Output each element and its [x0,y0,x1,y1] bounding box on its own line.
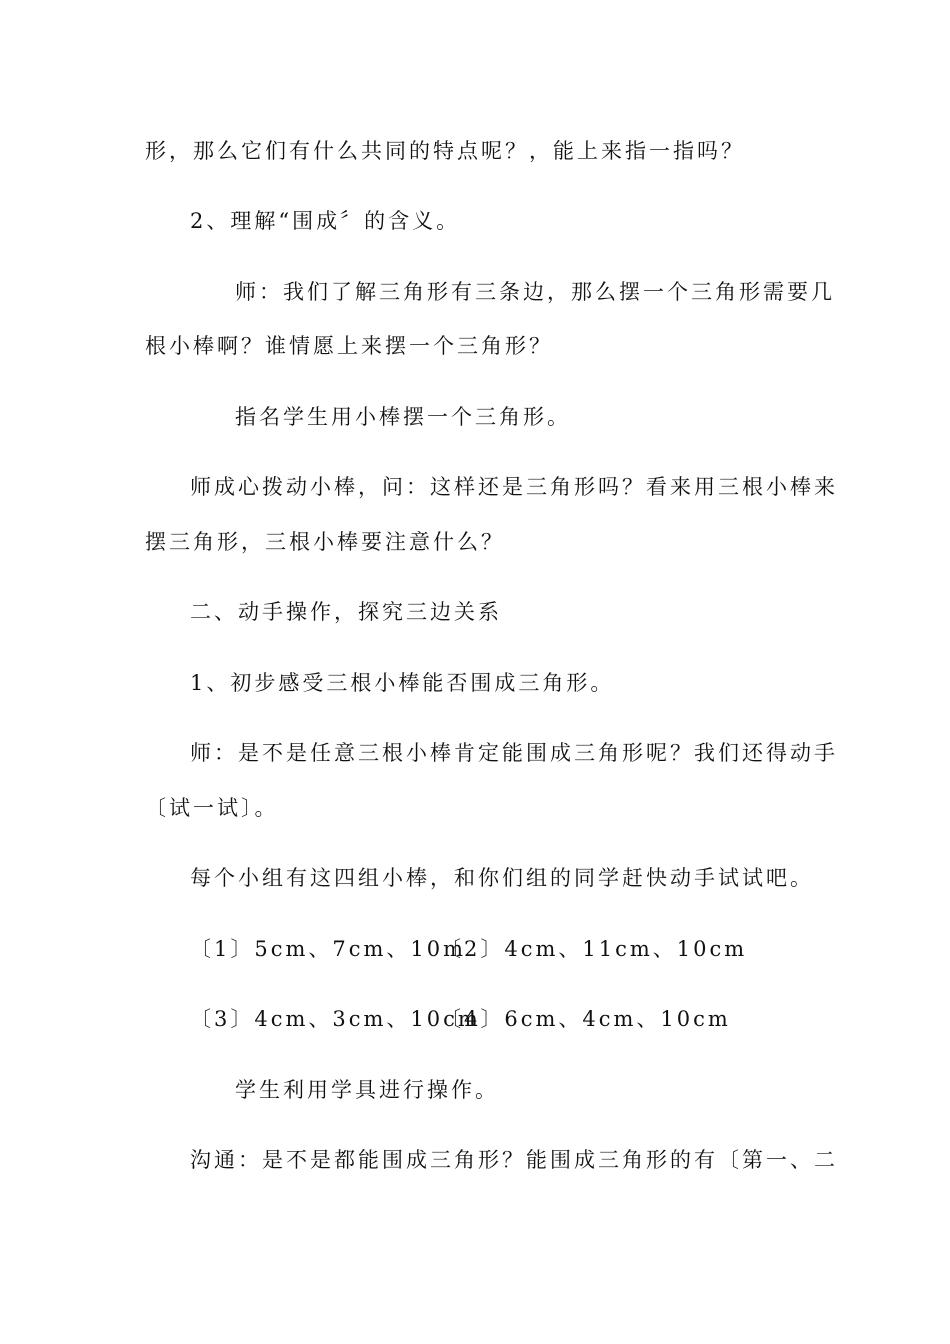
paragraph-line: 每个小组有这四组小棒，和你们组的同学赶快动手试试吧。 [190,866,814,890]
stick-groups-row [190,1004,731,1034]
stick-group-3: 〔3〕4cm、3cm、10cm [190,1007,481,1031]
paragraph-line: 学生利用学具进行操作。 [235,1078,499,1102]
subsection-heading: 1、初步感受三根小棒能否围成三角形。 [190,671,615,695]
section-heading: 2、理解“围成〞的含义。 [190,209,461,233]
paragraph-line: 师：我们了解三角形有三条边，那么摆一个三角形需要几 [235,280,835,304]
paragraph-line: 指名学生用小棒摆一个三角形。 [235,405,571,429]
paragraph-line: 〔试一试〕。 [145,796,279,820]
paragraph-line: 根小棒啊？谁情愿上来摆一个三角形？ [145,334,553,358]
stick-group-2: 〔2〕4cm、11cm、10cm [440,937,748,961]
stick-group-4: 〔4〕6cm、4cm、10cm [440,1007,731,1031]
paragraph-line: 摆三角形，三根小棒要注意什么？ [145,530,505,554]
stick-groups-row [190,934,747,964]
paragraph-line: 师：是不是任意三根小棒肯定能围成三角形呢？我们还得动手 [190,741,838,765]
section-heading: 二、动手操作，探究三边关系 [190,600,502,624]
paragraph-line: 沟通：是不是都能围成三角形？能围成三角形的有〔第一、二 [190,1148,838,1172]
paragraph-line: 师成心拨动小棒，问：这样还是三角形吗？看来用三根小棒来 [190,475,838,499]
paragraph-line: 形，那么它们有什么共同的特点呢？，能上来指一指吗？ [145,139,745,163]
stick-group-1: 〔1〕5cm、7cm、10m [190,937,467,961]
